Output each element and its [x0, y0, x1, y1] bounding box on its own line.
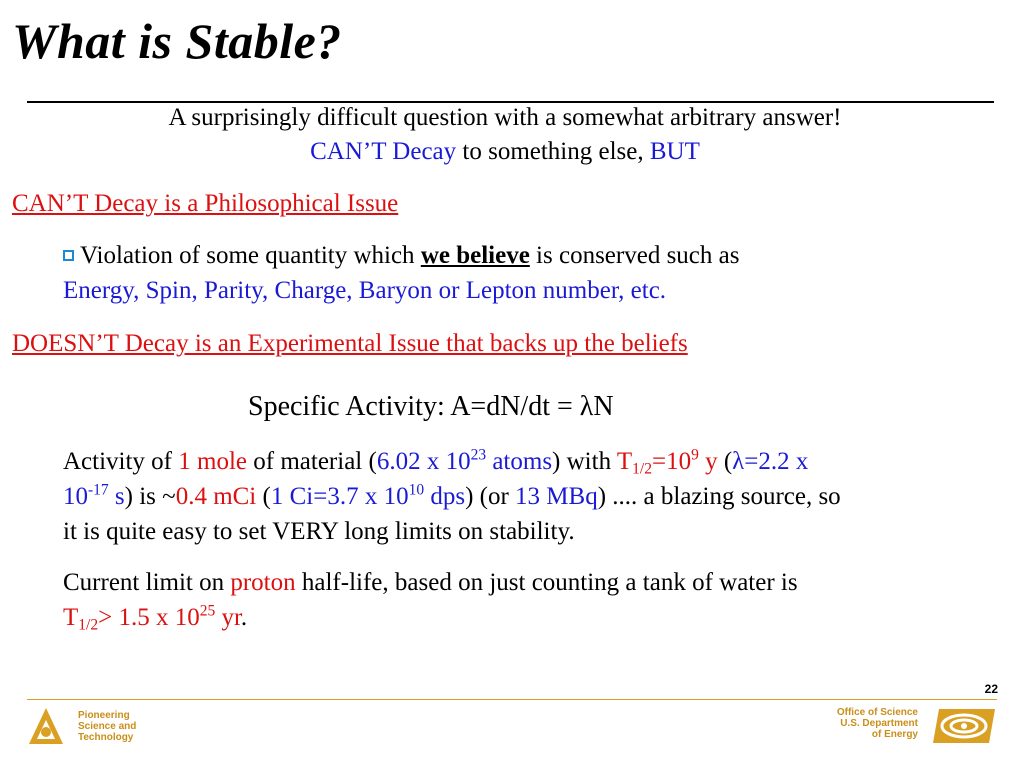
activity-mbq: 13 MBq: [515, 483, 598, 510]
activity-line3: it is quite easy to set VERY long limits on stability.: [63, 518, 575, 545]
lambda-symbol: λ: [579, 391, 594, 422]
decay-constant: λ=2.2 x: [732, 448, 809, 475]
activity-text: Activity of: [63, 448, 179, 475]
activity-text: ) .... a blazing source, so: [597, 483, 841, 510]
avogadro-number: 6.02 x $10^{23}$ atoms: [376, 446, 553, 475]
square-bullet-icon: [63, 250, 74, 261]
proton-line1: [63, 565, 798, 600]
proton-half-life-limit: $T_{1/2}> 1.5$ x $10^{25}$ yr: [63, 602, 241, 634]
subtitle-mid-text: to something else,: [456, 138, 650, 165]
conserved-quantities-list: Energy, Spin, Parity, Charge, Baryon or Lepton number, etc.: [63, 277, 667, 304]
half-life-value: $T_{1/2}=10^9$ y: [616, 446, 718, 478]
activity-one-mole: 1 mole: [178, 448, 248, 475]
proton-line2: [63, 600, 247, 635]
bullet-text-2: is conserved such as: [529, 242, 740, 269]
slide-number: 22: [984, 682, 998, 696]
subtitle-line1: A surprisingly difficult question with a somewhat arbitrary answer!: [168, 104, 842, 131]
activity-mci: 0.4 mCi: [175, 483, 257, 510]
section-heading-philosophical: CAN’T Decay is a Philosophical Issue: [12, 190, 399, 217]
activity-text: ) (or: [465, 483, 516, 510]
specific-activity-formula: [248, 391, 614, 423]
formula-prefix: Specific Activity: A=dN/dt =: [248, 391, 580, 422]
title-underline: [27, 101, 994, 103]
slide-title: What is Stable?: [12, 13, 342, 69]
office-of-science-text: Office of Science U.S. Department of Energy: [836, 707, 918, 740]
activity-text: ) is ~: [124, 483, 176, 510]
doe-logo-icon: [931, 707, 997, 745]
subtitle-line2: [0, 138, 1010, 166]
decay-constant-exponent: $10^{-17}$ s: [63, 481, 125, 510]
activity-text: ) with: [552, 448, 617, 475]
formula-suffix: N: [593, 391, 614, 422]
subtitle-cant-decay: CAN’T Decay: [310, 138, 457, 165]
activity-text: (: [256, 483, 271, 510]
argonne-logo-icon: [27, 706, 65, 746]
proton-period: .: [240, 604, 248, 631]
section-heading-experimental: DOESN’T Decay is an Experimental Issue that backs up the beliefs: [12, 330, 688, 357]
footer-divider: [27, 699, 997, 700]
activity-line1: [63, 444, 808, 479]
bullet-text-1: Violation of some quantity which: [80, 242, 421, 269]
proton-word: proton: [230, 569, 296, 596]
activity-text: of material (: [247, 448, 377, 475]
bullet-line1: [63, 238, 739, 273]
pioneering-science-text: Pioneering Science and Technology: [78, 710, 137, 743]
bullet-emphasis: we believe: [420, 242, 530, 269]
curie-definition: 1 Ci=3.7 x $10^{10}$ dps: [270, 481, 466, 510]
proton-text: half-life, based on just counting a tank of water is: [295, 569, 798, 596]
subtitle-but: BUT: [649, 138, 700, 165]
activity-line2: [63, 479, 841, 514]
activity-text: (: [717, 448, 733, 475]
proton-text: Current limit on: [63, 569, 231, 596]
